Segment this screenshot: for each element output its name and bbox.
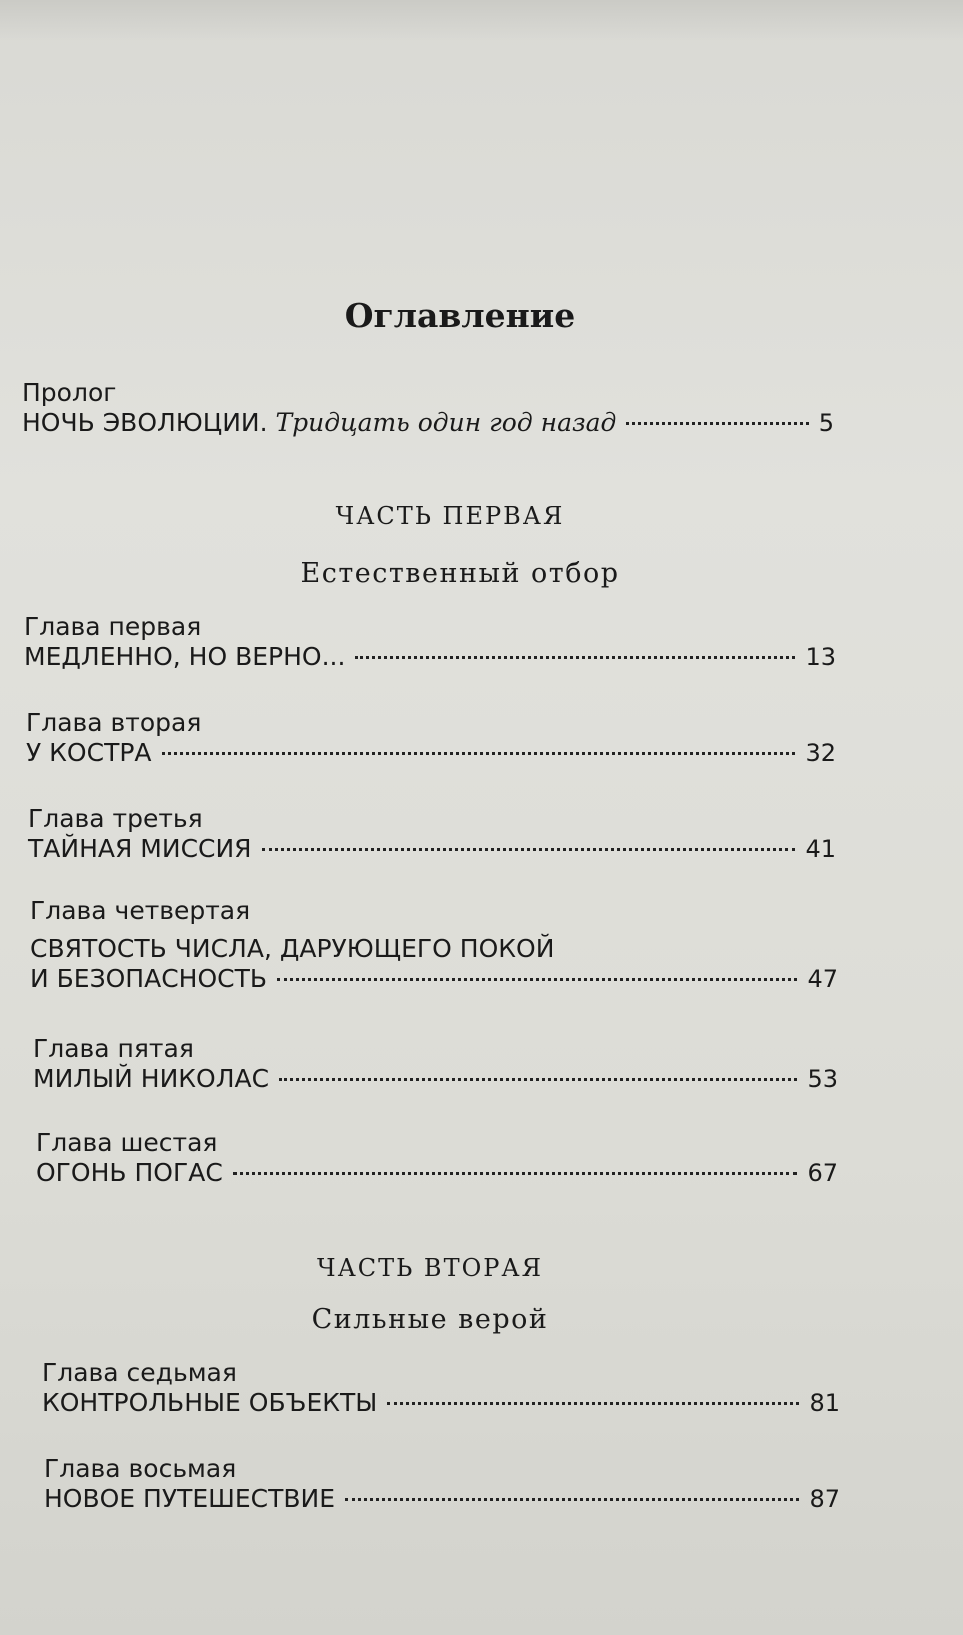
- page-number: 87: [809, 1485, 840, 1513]
- chapter-title: КОНТРОЛЬНЫЕ ОБЪЕКТЫ: [42, 1388, 378, 1417]
- page-number: 53: [807, 1065, 838, 1093]
- chapter-title: МЕДЛЕННО, НО ВЕРНО...: [24, 642, 346, 671]
- toc-title: Оглавление: [344, 296, 576, 335]
- page-number: 41: [805, 835, 836, 863]
- dot-leader: [279, 1078, 797, 1081]
- chapter-title: ОГОНЬ ПОГАС: [36, 1158, 223, 1187]
- part-name-block: [0, 1304, 880, 1335]
- page-number: 47: [807, 965, 838, 993]
- part-name: Сильные верой: [311, 1304, 549, 1335]
- chapter-title: ТАЙНАЯ МИССИЯ: [28, 834, 252, 863]
- chapter-title-main: НОЧЬ ЭВОЛЮЦИИ.: [22, 408, 268, 437]
- dot-leader: [277, 978, 797, 981]
- toc-entry-prologue: [22, 378, 834, 454]
- chapter-subtitle: Тридцать один год назад: [275, 408, 617, 437]
- part-heading: [0, 502, 900, 530]
- toc-line: [42, 1388, 840, 1434]
- toc-line: [24, 642, 836, 688]
- dot-leader: [162, 752, 796, 755]
- dot-leader: [355, 656, 795, 659]
- toc-line: [22, 408, 834, 454]
- dot-leader: [233, 1172, 798, 1175]
- toc-line: [26, 738, 836, 784]
- chapter-title: НОВОЕ ПУТЕШЕСТВИЕ: [44, 1484, 336, 1513]
- toc-entry: [42, 1358, 840, 1434]
- dot-leader: [626, 422, 808, 425]
- dot-leader: [387, 1402, 799, 1405]
- toc-line: [44, 1484, 840, 1530]
- toc-entry: [33, 1034, 838, 1110]
- page-number: 67: [807, 1159, 838, 1187]
- part-heading: [0, 1254, 880, 1282]
- dot-leader: [345, 1498, 799, 1501]
- toc-entry: [30, 896, 838, 1010]
- part-name: Естественный отбор: [300, 558, 620, 589]
- chapter-title: МИЛЫЙ НИКОЛАС: [33, 1064, 270, 1093]
- page-number: 13: [805, 643, 836, 671]
- chapter-label: Глава третья: [28, 804, 203, 833]
- chapter-title-line1: СВЯТОСТЬ ЧИСЛА, ДАРУЮЩЕГО ПОКОЙ: [30, 934, 555, 963]
- part-number: ЧАСТЬ ВТОРАЯ: [317, 1254, 543, 1282]
- part-name-block: [10, 558, 910, 589]
- toc-entry: [26, 708, 836, 784]
- chapter-label: Глава четвертая: [30, 896, 251, 925]
- toc-entry: [28, 804, 836, 880]
- toc-line: [36, 1158, 838, 1204]
- page-number: 81: [809, 1389, 840, 1417]
- toc-line: [28, 834, 836, 880]
- page-shadow: [0, 0, 963, 40]
- chapter-label: Пролог: [22, 378, 117, 407]
- toc-line: [30, 964, 838, 1010]
- toc-line: [33, 1064, 838, 1110]
- page-number: 5: [818, 409, 834, 437]
- toc-entry: [24, 612, 836, 688]
- chapter-label: Глава пятая: [33, 1034, 194, 1063]
- toc-entry: [36, 1128, 838, 1204]
- chapter-label: Глава вторая: [26, 708, 202, 737]
- dot-leader: [262, 848, 796, 851]
- chapter-label: Глава первая: [24, 612, 202, 641]
- part-number: ЧАСТЬ ПЕРВАЯ: [335, 502, 565, 530]
- chapter-title: И БЕЗОПАСНОСТЬ: [30, 964, 268, 993]
- chapter-label: Глава восьмая: [44, 1454, 237, 1483]
- chapter-title: [22, 408, 616, 437]
- toc-entry: [44, 1454, 840, 1530]
- chapter-label: Глава шестая: [36, 1128, 218, 1157]
- page-number: 32: [805, 739, 836, 767]
- chapter-title: У КОСТРА: [26, 738, 152, 767]
- chapter-label: Глава седьмая: [42, 1358, 237, 1387]
